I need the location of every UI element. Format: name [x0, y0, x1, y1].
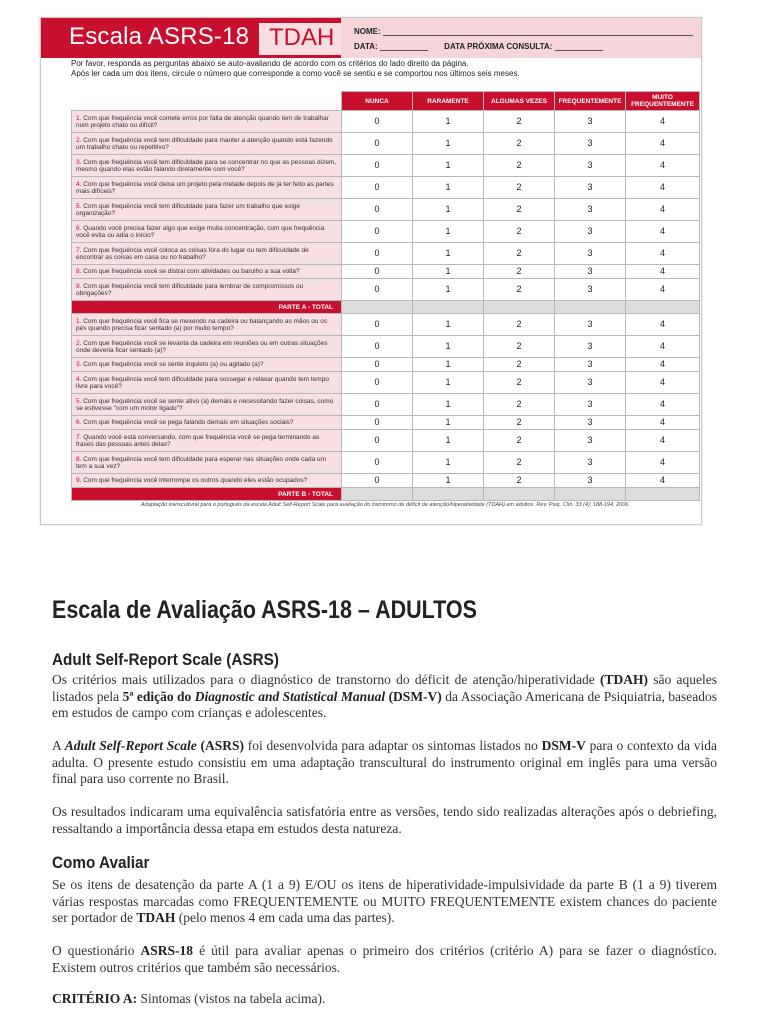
score-option[interactable]: 0	[342, 221, 413, 243]
question-cell	[72, 336, 342, 358]
score-option[interactable]: 3	[555, 199, 626, 221]
question-cell	[72, 279, 342, 301]
question-text: Com que frequência você tem dificuldade para fazer um trabalho que exige organização?	[76, 202, 301, 217]
text-span: CRITÉRIO A:	[52, 991, 138, 1006]
question-text: Com que frequência você tem dificuldade para se concentrar no que as pessoas dizem, mesmo quando elas estão falando diretamente com você?	[76, 158, 337, 173]
question-cell	[72, 394, 342, 416]
text-span: TDAH	[136, 910, 176, 925]
table-row	[72, 243, 700, 265]
score-option[interactable]: 0	[342, 265, 413, 279]
asrs-table	[71, 91, 700, 501]
table-row	[72, 133, 700, 155]
question-cell	[72, 314, 342, 336]
score-option[interactable]: 2	[484, 394, 555, 416]
text-span: (pelo menos 4 em cada uma das partes).	[175, 910, 395, 925]
score-option[interactable]: 2	[484, 336, 555, 358]
score-option[interactable]: 2	[484, 199, 555, 221]
score-option[interactable]: 4	[626, 133, 700, 155]
paragraph-evaluation	[52, 877, 717, 927]
score-option[interactable]: 2	[484, 265, 555, 279]
table-row	[72, 221, 700, 243]
question-text: Com que frequência você interrompe os outros quando eles estão ocupados?	[83, 477, 308, 484]
score-option[interactable]: 1	[413, 199, 484, 221]
text-span: 5ª edição do	[122, 688, 195, 704]
score-option[interactable]: 1	[413, 358, 484, 372]
question-number: 7.	[76, 433, 82, 441]
question-number: 3.	[76, 361, 82, 368]
question-text: Com que frequência você tem dificuldade para manter a atenção quando está fazendo um trabalho chato ou repetitivo?	[76, 136, 333, 151]
question-cell	[72, 358, 342, 372]
table-row	[72, 111, 700, 133]
table-row	[72, 474, 700, 488]
total-cell	[413, 488, 484, 501]
score-option[interactable]: 4	[626, 279, 700, 301]
table-row	[72, 265, 700, 279]
total-cell	[342, 488, 413, 501]
score-option[interactable]: 4	[626, 394, 700, 416]
table-row	[72, 177, 700, 199]
total-cell	[484, 301, 555, 314]
table-row	[72, 372, 700, 394]
paragraph-intro	[52, 672, 717, 722]
score-option[interactable]: 4	[626, 452, 700, 474]
next-visit-line	[555, 50, 603, 51]
score-option[interactable]: 3	[555, 358, 626, 372]
score-option[interactable]: 1	[413, 394, 484, 416]
score-option[interactable]: 0	[342, 155, 413, 177]
name-label: NOME:	[354, 27, 381, 36]
score-option[interactable]: 3	[555, 177, 626, 199]
col-header: RARAMENTE	[413, 92, 484, 111]
score-option[interactable]: 0	[342, 111, 413, 133]
score-option[interactable]: 2	[484, 243, 555, 265]
date-field	[354, 42, 603, 51]
question-number: 2.	[76, 339, 82, 347]
score-option[interactable]: 2	[484, 452, 555, 474]
score-option[interactable]: 1	[413, 279, 484, 301]
question-cell	[72, 265, 342, 279]
question-cell	[72, 416, 342, 430]
score-option[interactable]: 2	[484, 133, 555, 155]
score-option[interactable]: 4	[626, 243, 700, 265]
score-option[interactable]: 2	[484, 155, 555, 177]
total-cell	[626, 488, 700, 501]
question-number: 5.	[76, 397, 82, 405]
next-visit-label: DATA PRÓXIMA CONSULTA:	[444, 42, 553, 51]
score-option[interactable]: 0	[342, 430, 413, 452]
text-span: ASRS-18	[140, 943, 194, 958]
text-span: da Associação Americana de Psiquiatria, baseados em estudos de campo com crianças e adolescentes.	[52, 688, 717, 720]
question-text: Com que frequência você se sente inquieto (a) ou agitado (a)?	[83, 361, 264, 368]
score-option[interactable]: 3	[555, 452, 626, 474]
score-option[interactable]: 3	[555, 430, 626, 452]
score-option[interactable]: 4	[626, 336, 700, 358]
question-cell	[72, 155, 342, 177]
score-option[interactable]: 4	[626, 221, 700, 243]
score-option[interactable]: 0	[342, 358, 413, 372]
question-cell	[72, 430, 342, 452]
score-option[interactable]: 4	[626, 474, 700, 488]
question-number: 6.	[76, 419, 82, 426]
score-option[interactable]: 3	[555, 372, 626, 394]
score-option[interactable]: 4	[626, 430, 700, 452]
score-option[interactable]: 3	[555, 243, 626, 265]
score-option[interactable]: 4	[626, 314, 700, 336]
score-option[interactable]: 1	[413, 155, 484, 177]
asrs-form-image	[40, 17, 702, 525]
score-option[interactable]: 0	[342, 243, 413, 265]
score-option[interactable]: 3	[555, 221, 626, 243]
score-option[interactable]: 3	[555, 416, 626, 430]
score-option[interactable]: 1	[413, 474, 484, 488]
score-option[interactable]: 4	[626, 111, 700, 133]
question-cell	[72, 452, 342, 474]
question-number: 3.	[76, 158, 82, 166]
table-row	[72, 394, 700, 416]
score-option[interactable]: 1	[413, 416, 484, 430]
score-option[interactable]: 1	[413, 336, 484, 358]
score-option[interactable]: 4	[626, 358, 700, 372]
text-span: Se os itens de desatenção da parte A (1 a 9) E/OU os itens de hiperatividade-impulsividade da parte B (1 a 9) tiverem várias respostas marcadas como FREQUENTEMENTE ou MUITO FREQUENTEMENTE existem chances do paciente ser portador de	[52, 877, 717, 925]
question-number: 6.	[76, 224, 82, 232]
question-number: 8.	[76, 455, 82, 463]
date-line	[380, 50, 428, 51]
text-span: são aqueles listados pela	[52, 672, 717, 704]
score-option[interactable]: 1	[413, 133, 484, 155]
col-header: ALGUMAS VEZES	[484, 92, 555, 111]
total-cell	[555, 301, 626, 314]
score-option[interactable]: 2	[484, 279, 555, 301]
score-option[interactable]: 4	[626, 265, 700, 279]
question-text: Quando você precisa fazer algo que exige muita concentração, com que frequência você evita ou adia o início?	[76, 224, 325, 239]
form-citation: Adaptação transcultural para o português da escala Adult Self-Report Scale para avaliação do transtorno de déficit de atenção/hiperatividade (TDAH) em adultos. Rev. Psiq. Clín. 33 (4); 188-194, 2006.	[141, 502, 630, 508]
question-number: 1.	[76, 317, 82, 325]
score-option[interactable]: 4	[626, 177, 700, 199]
col-header: MUITO FREQUENTEMENTE	[626, 92, 700, 111]
question-text: Com que frequência você se sente ativo (a) demais e necessitando fazer coisas, como se estivesse "com um motor ligado"?	[76, 397, 334, 412]
score-option[interactable]: 3	[555, 314, 626, 336]
instructions-line-2: Após ler cada um dos itens, circule o número que corresponde a como você se sentiu e se comportou nos últimos seis meses.	[71, 69, 520, 78]
score-option[interactable]: 0	[342, 394, 413, 416]
score-option[interactable]: 1	[413, 243, 484, 265]
header-blank	[72, 92, 342, 111]
question-text: Com que frequência você tem dificuldade para sossegar e relaxar quando tem tempo livre para você?	[76, 375, 329, 390]
score-option[interactable]: 2	[484, 314, 555, 336]
question-text: Com que frequência você fica se mexendo na cadeira ou balançando as mãos ou os pés quando precisa ficar sentado (a) por muito tempo?	[76, 317, 328, 332]
text-span: Adult Self-Report Scale	[64, 738, 197, 753]
table-row	[72, 279, 700, 301]
question-cell	[72, 177, 342, 199]
score-option[interactable]: 3	[555, 279, 626, 301]
section-heading-asrs: Adult Self-Report Scale (ASRS)	[52, 650, 279, 669]
score-option[interactable]: 4	[626, 199, 700, 221]
score-option[interactable]: 2	[484, 416, 555, 430]
form-badge: TDAH	[269, 24, 335, 51]
table-header-row	[72, 92, 700, 111]
part-a-total-row	[72, 301, 700, 314]
question-cell	[72, 221, 342, 243]
score-option[interactable]: 3	[555, 336, 626, 358]
question-cell	[72, 199, 342, 221]
score-option[interactable]: 1	[413, 265, 484, 279]
text-span: Os critérios mais utilizados para o diagnóstico de transtorno do déficit de atenção/hiperatividade	[52, 672, 601, 687]
score-option[interactable]: 0	[342, 177, 413, 199]
score-option[interactable]: 2	[484, 111, 555, 133]
question-number: 7.	[76, 246, 82, 254]
score-option[interactable]: 0	[342, 336, 413, 358]
paragraph-criterion	[52, 991, 717, 1008]
score-option[interactable]: 3	[555, 133, 626, 155]
article-title: Escala de Avaliação ASRS-18 – ADULTOS	[52, 596, 478, 624]
text-span: (DSM-V)	[385, 688, 442, 704]
score-option[interactable]: 0	[342, 416, 413, 430]
question-text: Com que frequência você se pega falando demais em situações sociais?	[83, 419, 294, 426]
col-header: NUNCA	[342, 92, 413, 111]
question-number: 1.	[76, 114, 82, 122]
score-option[interactable]: 2	[484, 221, 555, 243]
col-header: FREQUENTEMENTE	[555, 92, 626, 111]
part-b-total-label: PARTE B - TOTAL	[72, 488, 342, 501]
score-option[interactable]: 1	[413, 314, 484, 336]
score-option[interactable]: 4	[626, 372, 700, 394]
score-option[interactable]: 2	[484, 430, 555, 452]
score-option[interactable]: 2	[484, 474, 555, 488]
date-label: DATA:	[354, 42, 378, 51]
question-text: Com que frequência você comete erros por falta de atenção quando tem de trabalhar num projeto chato ou difícil?	[76, 114, 329, 129]
instructions-line-1: Por favor, responda as perguntas abaixo se auto-avaliando de acordo com os critérios do lado direito da página.	[71, 59, 469, 68]
table-row	[72, 452, 700, 474]
text-span: (ASRS)	[196, 738, 244, 753]
text-span: DSM-V	[541, 738, 586, 753]
text-span: (TDAH)	[600, 672, 649, 687]
score-option[interactable]: 0	[342, 474, 413, 488]
question-number: 4.	[76, 180, 82, 188]
question-cell	[72, 243, 342, 265]
question-text: Quando você está conversando, com que frequência você se pega terminando as frases das pessoas antes delas?	[76, 433, 320, 448]
table-row	[72, 358, 700, 372]
question-text: Com que frequência você deixa um projeto pela metade depois de já ter feito as partes mais difíceis?	[76, 180, 334, 195]
total-cell	[484, 488, 555, 501]
table-row	[72, 416, 700, 430]
paragraph-results: Os resultados indicaram uma equivalência satisfatória entre as versões, tendo sido realizadas alterações após o debriefing, ressaltando a importância dessa etapa em estudos desta natureza.	[52, 804, 717, 836]
section-heading-como-avaliar: Como Avaliar	[52, 853, 150, 872]
total-cell	[413, 301, 484, 314]
question-text: Com que frequência você tem dificuldade para lembrar de compromissos ou obrigações?	[76, 282, 304, 297]
name-field	[354, 27, 693, 36]
question-text: Com que frequência você tem dificuldade para esperar nas situações onde cada um tem a sua vez?	[76, 455, 327, 470]
score-option[interactable]: 1	[413, 111, 484, 133]
score-option[interactable]: 2	[484, 177, 555, 199]
score-option[interactable]: 1	[413, 430, 484, 452]
table-row	[72, 336, 700, 358]
text-span: A	[52, 738, 65, 753]
question-text: Com que frequência você coloca as coisas fora do lugar ou tem dificuldade de encontrar as coisas em casa ou no trabalho?	[76, 246, 309, 261]
question-number: 4.	[76, 375, 82, 383]
total-cell	[342, 301, 413, 314]
score-option[interactable]: 2	[484, 372, 555, 394]
question-number: 2.	[76, 136, 82, 144]
score-option[interactable]: 3	[555, 155, 626, 177]
text-span: foi desenvolvida para adaptar os sintomas listados no	[243, 738, 542, 753]
question-cell	[72, 133, 342, 155]
text-span: é útil para avaliar apenas o primeiro dos critérios (critério A) para se fazer o diagnóstico. Existem outros critérios que também são necessários.	[52, 943, 717, 975]
name-line	[383, 35, 693, 36]
score-option[interactable]: 0	[342, 133, 413, 155]
table-row	[72, 430, 700, 452]
score-option[interactable]: 0	[342, 372, 413, 394]
score-option[interactable]: 0	[342, 279, 413, 301]
part-b-total-row	[72, 488, 700, 501]
question-cell	[72, 111, 342, 133]
score-option[interactable]: 3	[555, 111, 626, 133]
score-option[interactable]: 0	[342, 199, 413, 221]
score-option[interactable]: 3	[555, 474, 626, 488]
question-cell	[72, 474, 342, 488]
question-number: 9.	[76, 477, 82, 484]
total-cell	[626, 301, 700, 314]
question-number: 8.	[76, 268, 82, 275]
question-text: Com que frequência você se distrai com atividades ou barulho a sua volta?	[83, 268, 300, 275]
text-span: para o contexto da vida adulta. O presente estudo consistiu em uma adaptação transcultural do instrumento original em inglês para uma versão final para uso corrente no Brasil.	[52, 738, 717, 786]
score-option[interactable]: 1	[413, 372, 484, 394]
score-option[interactable]: 4	[626, 155, 700, 177]
table-row	[72, 314, 700, 336]
text-span: O questionário	[52, 943, 141, 958]
form-instructions	[71, 59, 520, 79]
score-option[interactable]: 3	[555, 394, 626, 416]
score-option[interactable]: 3	[555, 265, 626, 279]
question-cell	[72, 372, 342, 394]
text-span: Diagnostic and Statistical Manual	[194, 688, 386, 704]
score-option[interactable]: 1	[413, 177, 484, 199]
paragraph-questionnaire	[52, 943, 717, 976]
question-text: Com que frequência você se levanta da cadeira em reuniões ou em outras situações onde deveria ficar sentado (a)?	[76, 339, 328, 354]
score-option[interactable]: 1	[413, 221, 484, 243]
question-number: 5.	[76, 202, 82, 210]
score-option[interactable]: 2	[484, 358, 555, 372]
text-span: Sintomas (vistos na tabela acima).	[137, 991, 326, 1006]
question-number: 9.	[76, 282, 82, 290]
score-option[interactable]: 4	[626, 416, 700, 430]
total-cell	[555, 488, 626, 501]
part-a-total-label: PARTE A - TOTAL	[72, 301, 342, 314]
form-title: Escala ASRS-18	[69, 23, 250, 50]
score-option[interactable]: 0	[342, 452, 413, 474]
table-row	[72, 155, 700, 177]
score-option[interactable]: 0	[342, 314, 413, 336]
table-row	[72, 199, 700, 221]
paragraph-asrs	[52, 738, 717, 788]
score-option[interactable]: 1	[413, 452, 484, 474]
